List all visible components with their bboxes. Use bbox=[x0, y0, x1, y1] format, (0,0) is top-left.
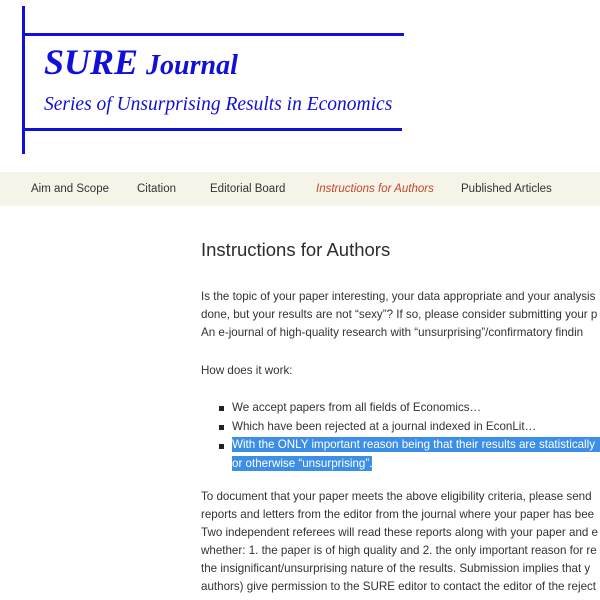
nav-item-aim-and-scope[interactable]: Aim and Scope bbox=[31, 183, 109, 195]
logo-title bbox=[44, 44, 238, 80]
article-content bbox=[201, 206, 600, 600]
logo-vertical-rule bbox=[22, 6, 25, 154]
intro-line-3: An e-journal of high-quality research with “unsurprising”/confirmatory findin bbox=[201, 326, 584, 339]
logo-top-rule bbox=[22, 33, 404, 36]
nav-item-published-articles[interactable]: Published Articles bbox=[461, 183, 552, 195]
bullet-marker bbox=[219, 406, 224, 411]
list-item-selected bbox=[232, 436, 600, 454]
site-logo[interactable] bbox=[0, 0, 600, 168]
bullet-marker bbox=[219, 425, 224, 430]
nav-item-instructions-for-authors[interactable]: Instructions for Authors bbox=[316, 183, 434, 195]
list-item: We accept papers from all fields of Economics… bbox=[232, 401, 482, 414]
closing-line-2: reports and letters from the editor from the journal where your paper has bee bbox=[201, 508, 595, 521]
list-item-continuation bbox=[232, 455, 372, 473]
closing-line-3: Two independent referees will read these reports along with your paper and e bbox=[201, 526, 599, 539]
logo-title-sure: SURE bbox=[44, 42, 139, 82]
closing-line-5: the insignificant/unsurprising nature of the results. Submission implies that y bbox=[201, 562, 591, 575]
closing-line-6: authors) give permission to the SURE editor to contact the editor of the reject bbox=[201, 580, 597, 593]
main-navigation bbox=[0, 172, 600, 206]
page-title: Instructions for Authors bbox=[201, 239, 391, 260]
closing-line-4: whether: 1. the paper is of high quality and 2. the only important reason for re bbox=[201, 544, 597, 557]
logo-title-journal: Journal bbox=[146, 50, 238, 81]
selected-text: or otherwise “unsurprising”. bbox=[232, 457, 373, 470]
closing-line-1: To document that your paper meets the above eligibility criteria, please send bbox=[201, 490, 592, 503]
logo-bottom-rule bbox=[22, 128, 402, 131]
how-it-works-label: How does it work: bbox=[201, 364, 293, 377]
bullet-marker bbox=[219, 444, 224, 449]
list-item: Which have been rejected at a journal indexed in EconLit… bbox=[232, 420, 537, 433]
selected-text: With the ONLY important reason being that their results are statistically bbox=[232, 437, 600, 452]
intro-line-2: done, but your results are not “sexy”? If so, please consider submitting your p bbox=[201, 308, 598, 321]
nav-item-citation[interactable]: Citation bbox=[137, 183, 176, 195]
nav-item-editorial-board[interactable]: Editorial Board bbox=[210, 183, 286, 195]
intro-line-1: Is the topic of your paper interesting, your data appropriate and your analysis bbox=[201, 290, 596, 303]
logo-subtitle: Series of Unsurprising Results in Economics bbox=[44, 94, 393, 115]
